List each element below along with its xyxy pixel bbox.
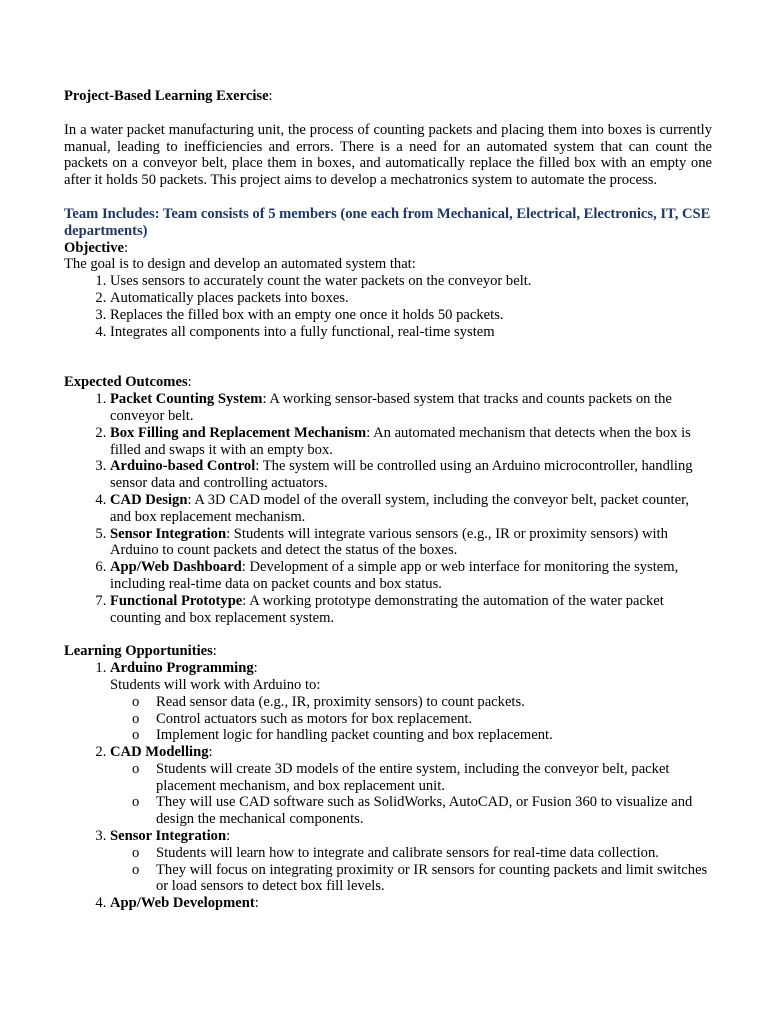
- outcome-title: Sensor Integration: [110, 525, 227, 542]
- learning-title-suffix: :: [254, 895, 259, 912]
- outcome-text: : An automated mechanism that detects when the box is filled and swaps it with an empty box.: [110, 424, 691, 458]
- list-item: [110, 559, 712, 593]
- outcome-title: Packet Counting System: [110, 391, 263, 408]
- outcome-text: : The system will be controlled using an Arduino microcontroller, handling sensor data and controlling actuators.: [110, 458, 693, 492]
- outcomes-list: [64, 391, 712, 626]
- sub-list-item: o Students will learn how to integrate and calibrate sensors for real-time data collection.: [156, 845, 712, 862]
- learning-title: CAD Modelling: [110, 744, 209, 761]
- outcome-title: Arduino-based Control: [110, 458, 256, 475]
- list-item: [110, 660, 712, 744]
- sub-list: [110, 761, 712, 828]
- learning-title-suffix: :: [253, 660, 258, 677]
- sub-list-item: o They will use CAD software such as SolidWorks, AutoCAD, or Fusion 360 to visualize and design the mechanical components.: [156, 794, 712, 828]
- list-item: 2. Automatically places packets into boxes.: [110, 290, 712, 307]
- sub-list: [110, 694, 712, 744]
- objective-lead: The goal is to design and develop an automated system that:: [64, 256, 416, 273]
- objective-heading-label: Objective: [64, 239, 124, 256]
- outcomes-heading: Expected Outcomes:: [64, 374, 192, 391]
- list-item: [110, 593, 712, 627]
- objective-heading: Objective:: [64, 239, 129, 256]
- sub-list: [110, 845, 712, 895]
- learning-lead: Students will work with Arduino to:: [110, 676, 321, 693]
- list-item: [110, 744, 712, 828]
- outcome-text: : Students will integrate various sensors (e.g., IR or proximity sensors) with Arduino to count packets and detect the status of the boxes.: [110, 525, 668, 559]
- learning-title: App/Web Development: [110, 895, 255, 912]
- list-item: 3. Replaces the filled box with an empty one once it holds 50 packets.: [110, 307, 712, 324]
- learning-title: Sensor Integration: [110, 828, 227, 845]
- outcome-text: : Development of a simple app or web interface for monitoring the system, including real-time data on packet counts and box status.: [110, 559, 679, 592]
- learning-title-suffix: :: [208, 744, 213, 761]
- list-item: 4. Integrates all components into a fully functional, real-time system: [110, 324, 712, 341]
- title-suffix: :: [268, 88, 273, 104]
- spacer: [64, 626, 712, 643]
- list-item: 1. Uses sensors to accurately count the water packets on the conveyor belt.: [110, 273, 712, 290]
- sub-list-item: o Read sensor data (e.g., IR, proximity sensors) to count packets.: [156, 694, 712, 711]
- outcome-title: App/Web Dashboard: [110, 559, 242, 576]
- list-item: [110, 526, 712, 560]
- learning-title-suffix: :: [226, 828, 231, 845]
- outcome-text: : A working sensor-based system that tracks and counts packets on the conveyor belt.: [110, 391, 672, 424]
- learning-list: [64, 660, 712, 912]
- outcome-text: : A 3D CAD model of the overall system, including the conveyor belt, packet counter, and box replacement mechanism.: [110, 491, 690, 525]
- outcome-title: Box Filling and Replacement Mechanism: [110, 424, 367, 441]
- objective-list: [64, 273, 712, 340]
- list-item: [110, 458, 712, 492]
- learning-title: Arduino Programming: [110, 660, 254, 677]
- sub-list-item: o They will focus on integrating proximity or IR sensors for counting packets and limit switches or load sensors to detect box fill levels.: [156, 862, 712, 896]
- outcomes-heading-label: Expected Outcomes: [64, 374, 188, 391]
- list-item: [110, 895, 712, 912]
- outcome-text: : A working prototype demonstrating the automation of the water packet counting and box replacement system.: [110, 592, 664, 626]
- sub-list-item: o Students will create 3D models of the entire system, including the conveyor belt, packet placement mechanism, and box replacement unit.: [156, 761, 712, 795]
- team-heading: Team Includes: Team consists of 5 members (one each from Mechanical, Electrical, Electronics, IT, CSE departments): [64, 205, 711, 239]
- sub-list-item: o Implement logic for handling packet counting and box replacement.: [156, 727, 712, 744]
- learning-heading-label: Learning Opportunities: [64, 643, 213, 660]
- title-bold: Project-Based Learning Exercise: [64, 88, 269, 104]
- list-item: [110, 828, 712, 895]
- intro-paragraph: In a water packet manufacturing unit, the process of counting packets and placing them into boxes is currently manual, leading to inefficiencies and errors. There is a need for an automated system that can count the packets on a conveyor belt, place them in boxes, and automatically replace the filled box with an empty one after it holds 50 packets. This project aims to develop a mechatronics system to automate the process.: [64, 121, 712, 189]
- sub-list-item: o Control actuators such as motors for box replacement.: [156, 711, 712, 728]
- list-item: [110, 492, 712, 526]
- outcome-title: Functional Prototype: [110, 592, 243, 609]
- list-item: [110, 391, 712, 425]
- list-item: [110, 425, 712, 459]
- page-title: [64, 88, 712, 105]
- document-page: [64, 88, 712, 912]
- outcome-title: CAD Design: [110, 491, 188, 508]
- learning-heading: Learning Opportunities:: [64, 643, 217, 660]
- spacer: [64, 340, 712, 374]
